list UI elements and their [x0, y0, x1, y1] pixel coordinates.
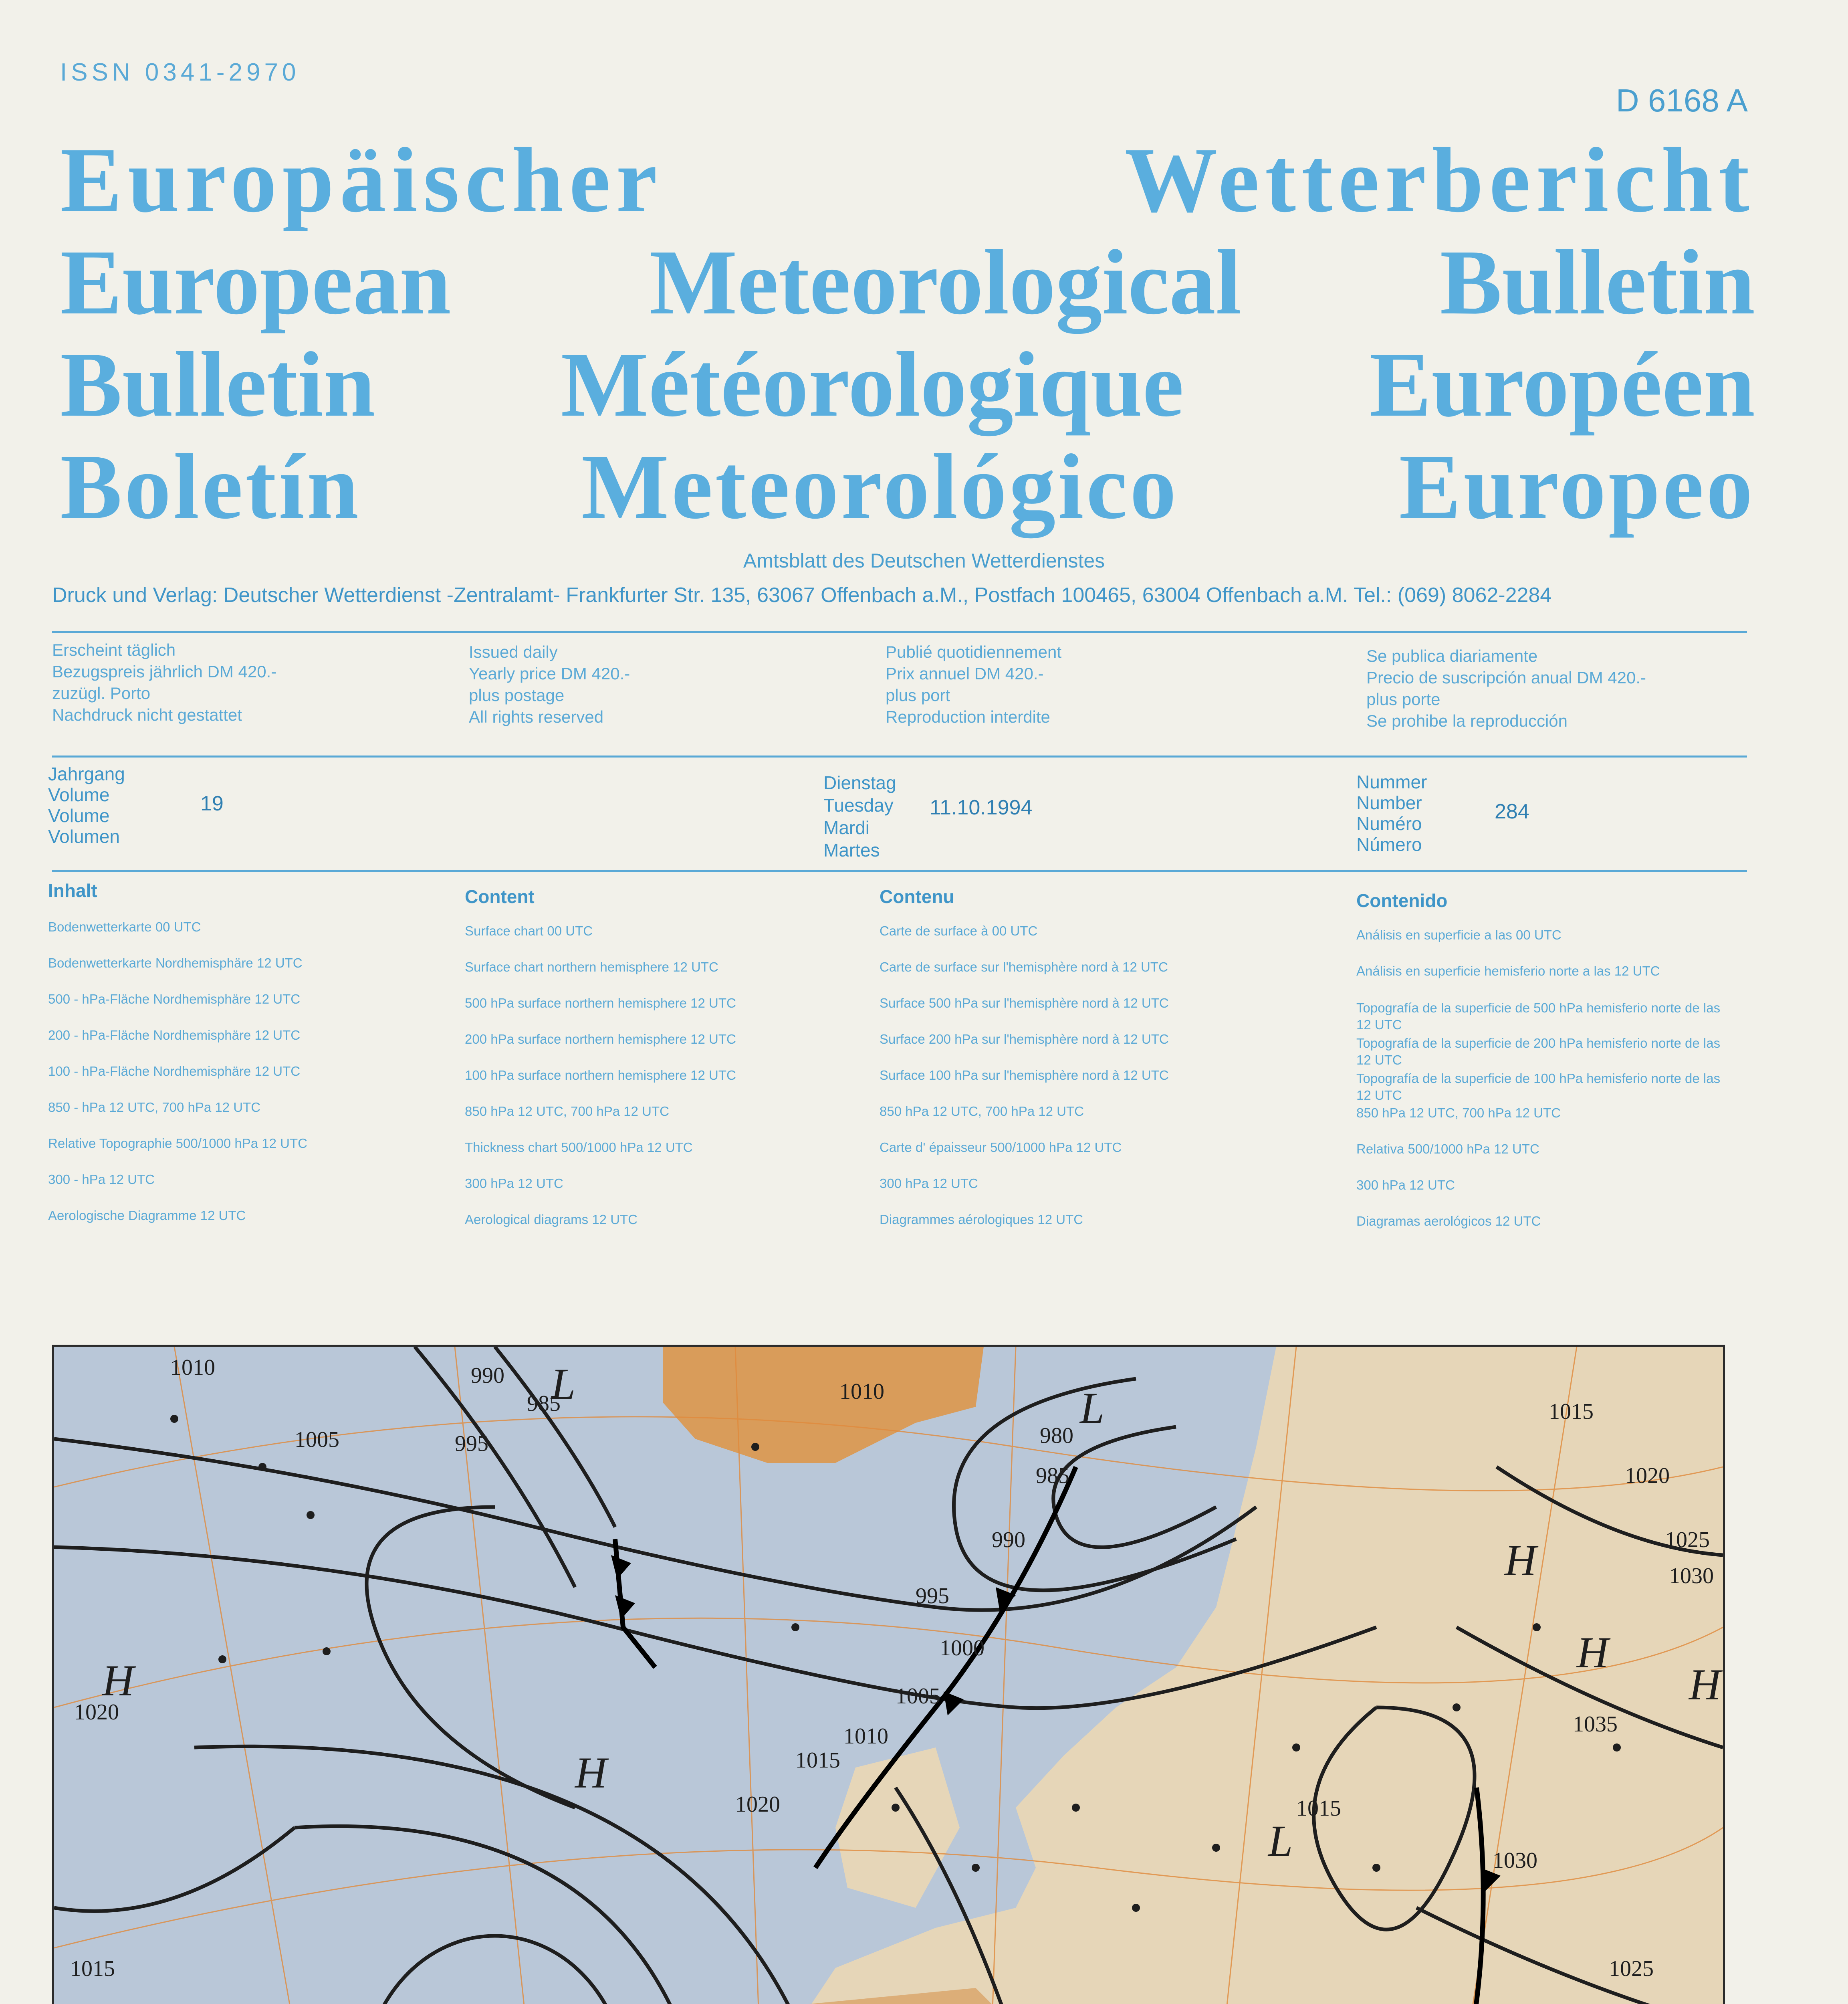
high-pressure-center: H — [1505, 1536, 1537, 1585]
isobar-label: 1020 — [1625, 1463, 1670, 1488]
contents-heading: Inhalt — [48, 880, 97, 901]
amtsblatt-line: Amtsblatt des Deutschen Wetterdienstes — [743, 549, 1105, 572]
high-pressure-center: H — [102, 1656, 134, 1705]
volume-label: Jahrgang — [48, 764, 125, 784]
contents-heading: Content — [465, 886, 535, 907]
isobar-label: 990 — [471, 1363, 504, 1388]
contents-german — [48, 880, 307, 1244]
volume-labels — [48, 764, 125, 847]
contents-item: Surface chart 00 UTC — [465, 923, 593, 938]
info-line: Yearly price DM 420.- — [469, 664, 630, 683]
contents-spanish — [1356, 890, 1737, 1250]
isobar-label: 1015 — [795, 1748, 840, 1773]
volume-label: Volumen — [48, 826, 120, 847]
title-german: Europäischer Wetterbericht — [60, 129, 1755, 232]
isobar-label: 1035 — [1573, 1712, 1618, 1737]
isobar-label: 1025 — [1609, 1956, 1654, 1981]
weather-map-svg — [54, 1347, 1723, 2004]
contents-item: Aerological diagrams 12 UTC — [465, 1212, 638, 1227]
volume-label: Volume — [48, 805, 110, 826]
contents-item: 850 hPa 12 UTC, 700 hPa 12 UTC — [880, 1104, 1084, 1119]
info-french — [886, 641, 1061, 728]
contents-item: Topografía de la superficie de 200 hPa hemisferio norte de las 12 UTC — [1356, 1036, 1721, 1067]
contents-item: Relativa 500/1000 hPa 12 UTC — [1356, 1141, 1539, 1156]
issue-date: 11.10.1994 — [930, 796, 1033, 819]
info-german — [52, 639, 276, 726]
contents-item: 850 hPa 12 UTC, 700 hPa 12 UTC — [1356, 1105, 1561, 1120]
contents-item: Carte de surface à 00 UTC — [880, 923, 1038, 938]
number-label: Número — [1356, 834, 1422, 855]
info-line: plus porte — [1366, 690, 1440, 709]
isobar-label: 1005 — [896, 1684, 940, 1709]
isobar-label: 985 — [1036, 1463, 1069, 1488]
title-english: European Meteorological Bulletin — [60, 231, 1755, 334]
info-english — [469, 641, 630, 728]
info-line: Nachdruck nicht gestattet — [52, 705, 242, 724]
day-label: Martes — [823, 840, 880, 861]
isobar-label: 995 — [916, 1584, 949, 1608]
contents-item: 300 hPa 12 UTC — [465, 1176, 563, 1191]
isobar-label: 995 — [455, 1431, 488, 1456]
info-spanish — [1366, 645, 1646, 732]
contents-english — [465, 886, 736, 1248]
contents-item: Diagramas aerológicos 12 UTC — [1356, 1214, 1541, 1228]
contents-item: 200 - hPa-Fläche Nordhemisphäre 12 UTC — [48, 1028, 301, 1042]
day-label: Dienstag — [823, 772, 896, 793]
divider — [52, 631, 1747, 633]
contents-heading: Contenu — [880, 886, 954, 907]
isobar-label: 1015 — [1549, 1399, 1594, 1424]
info-line: Issued daily — [469, 642, 558, 661]
contents-item: Aerologische Diagramme 12 UTC — [48, 1208, 246, 1223]
contents-item: 300 hPa 12 UTC — [1356, 1178, 1455, 1192]
isobar-label: 1030 — [1669, 1564, 1714, 1588]
contents-item: 850 - hPa 12 UTC, 700 hPa 12 UTC — [48, 1100, 261, 1115]
number-label: Numéro — [1356, 813, 1422, 834]
contents-item: Relative Topographie 500/1000 hPa 12 UTC — [48, 1136, 307, 1151]
contents-item: Surface chart northern hemisphere 12 UTC — [465, 960, 718, 974]
contents-item: Bodenwetterkarte Nordhemisphäre 12 UTC — [48, 956, 303, 970]
day-labels — [823, 772, 896, 861]
publisher-line: Druck und Verlag: Deutscher Wetterdienst -Zentralamt- Frankfurter Str. 135, 63067 Offenbach a.M., Postfach 100465, 63004 Offenbach a.M. Tel.: (069) 8062-2284 — [52, 584, 1552, 607]
contents-item: Carte d' épaisseur 500/1000 hPa 12 UTC — [880, 1140, 1122, 1155]
volume-value: 19 — [200, 792, 224, 815]
isobar-label: 1005 — [295, 1427, 339, 1452]
issn-number: ISSN 0341-2970 — [60, 59, 300, 86]
title-spanish: Boletín Meteorológico Europeo — [60, 435, 1755, 538]
isobar-label: 1015 — [1296, 1796, 1341, 1821]
contents-item: 850 hPa 12 UTC, 700 hPa 12 UTC — [465, 1104, 669, 1119]
isobar-label: 1010 — [170, 1355, 215, 1380]
isobar-label: 1010 — [839, 1379, 884, 1404]
info-line: Prix annuel DM 420.- — [886, 664, 1044, 683]
day-label: Mardi — [823, 817, 870, 838]
number-labels — [1356, 772, 1427, 855]
contents-item: 300 - hPa 12 UTC — [48, 1172, 155, 1187]
isobar-label: 1015 — [70, 1956, 115, 1981]
day-label: Tuesday — [823, 795, 894, 816]
info-line: zuzügl. Porto — [52, 684, 151, 703]
high-pressure-center: H — [1689, 1660, 1721, 1709]
info-line: Bezugspreis jährlich DM 420.- — [52, 662, 277, 681]
info-line: Se prohibe la reproducción — [1366, 711, 1568, 730]
info-line: Reproduction interdite — [886, 707, 1050, 726]
low-pressure-center: L — [1268, 1816, 1293, 1865]
contents-item: Análisis en superficie hemisferio norte a las 12 UTC — [1356, 964, 1660, 978]
isobar-label: 1000 — [940, 1636, 985, 1661]
contents-item: Thickness chart 500/1000 hPa 12 UTC — [465, 1140, 693, 1155]
contents-item: Diagrammes aérologiques 12 UTC — [880, 1212, 1083, 1227]
contents-item: Topografía de la superficie de 500 hPa hemisferio norte de las 12 UTC — [1356, 1000, 1721, 1032]
isobar-label: 990 — [992, 1527, 1025, 1552]
contents-heading: Contenido — [1356, 890, 1448, 911]
high-pressure-center: H — [575, 1748, 607, 1797]
contents-item: 200 hPa surface northern hemisphere 12 UTC — [465, 1032, 736, 1046]
info-line: Precio de suscripción anual DM 420.- — [1366, 668, 1646, 687]
contents-item: Surface 200 hPa sur l'hemisphère nord à 12 UTC — [880, 1032, 1169, 1046]
contents-item: Topografía de la superficie de 100 hPa hemisferio norte de las 12 UTC — [1356, 1071, 1721, 1103]
number-label: Nummer — [1356, 772, 1427, 792]
contents-french — [880, 886, 1169, 1248]
low-pressure-center: L — [551, 1360, 576, 1408]
contents-item: 300 hPa 12 UTC — [880, 1176, 978, 1191]
info-line: Se publica diariamente — [1366, 646, 1538, 665]
contents-item: 500 - hPa-Fläche Nordhemisphäre 12 UTC — [48, 992, 301, 1006]
info-line: All rights reserved — [469, 707, 604, 726]
isobar-label: 980 — [1040, 1423, 1073, 1448]
contents-item: 100 hPa surface northern hemisphere 12 UTC — [465, 1068, 736, 1083]
isobar-label: 1010 — [843, 1724, 888, 1749]
info-line: Erscheint täglich — [52, 640, 176, 659]
info-line: Publié quotidiennement — [886, 642, 1061, 661]
contents-item: Carte de surface sur l'hemisphère nord à 12 UTC — [880, 960, 1168, 974]
isobar-label: 1020 — [735, 1792, 780, 1817]
contents-item: Surface 100 hPa sur l'hemisphère nord à 12 UTC — [880, 1068, 1169, 1083]
contents-item: 500 hPa surface northern hemisphere 12 UTC — [465, 996, 736, 1010]
title-french: Bulletin Météorologique Européen — [60, 333, 1755, 436]
surface-weather-map — [52, 1345, 1725, 2004]
contents-item: Análisis en superficie a las 00 UTC — [1356, 927, 1562, 942]
low-pressure-center: L — [1080, 1384, 1105, 1432]
isobar-label: 1025 — [1665, 1527, 1710, 1552]
isobar-label: 1030 — [1493, 1848, 1537, 1873]
contents-item: 100 - hPa-Fläche Nordhemisphäre 12 UTC — [48, 1064, 301, 1079]
high-pressure-center: H — [1577, 1628, 1609, 1677]
volume-label: Volume — [48, 784, 110, 805]
divider — [52, 756, 1747, 758]
divider — [52, 870, 1747, 872]
isobar-label: 1020 — [74, 1700, 119, 1725]
contents-item: Surface 500 hPa sur l'hemisphère nord à 12 UTC — [880, 996, 1169, 1010]
number-label: Number — [1356, 792, 1422, 813]
publication-code: D 6168 A — [1616, 83, 1748, 118]
info-line: plus port — [886, 686, 950, 705]
isobar-label: 985 — [527, 1391, 561, 1416]
info-line: plus postage — [469, 686, 565, 705]
issue-number: 284 — [1495, 800, 1529, 823]
contents-item: Bodenwetterkarte 00 UTC — [48, 919, 201, 934]
